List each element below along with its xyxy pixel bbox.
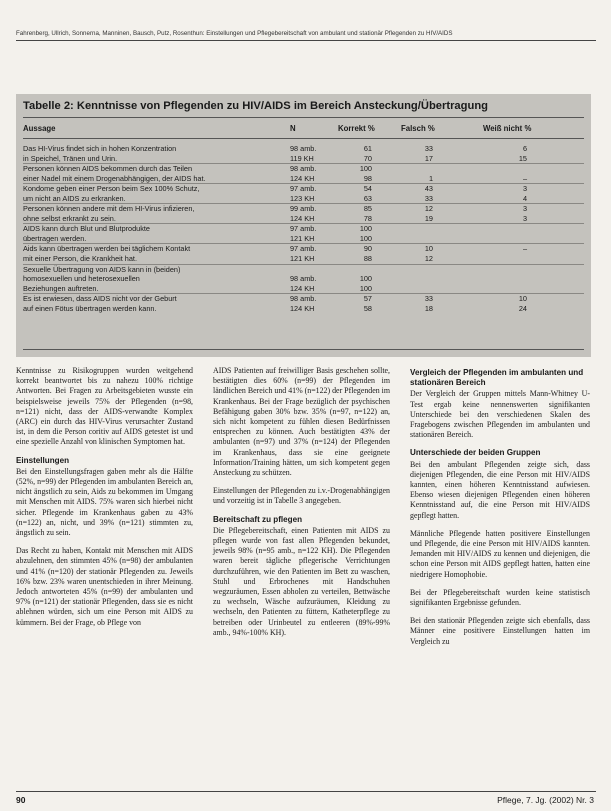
cell-n: 124 KH xyxy=(290,213,315,223)
table-header-rule xyxy=(23,138,584,139)
table-row xyxy=(23,234,584,244)
cell-dont-know: – xyxy=(522,244,527,254)
cell-statement: Personen können AIDS bekommen durch das Teilen xyxy=(23,164,193,174)
section-heading-unterschiede: Unterschiede der beiden Gruppen xyxy=(410,448,541,458)
cell-correct: 98 xyxy=(363,173,372,183)
cell-wrong: 33 xyxy=(424,144,433,153)
cell-dont-know: 10 xyxy=(518,294,527,304)
cell-correct: 78 xyxy=(363,213,372,223)
cell-correct: 100 xyxy=(359,233,372,243)
text-column-right xyxy=(410,366,590,655)
table-row xyxy=(23,163,584,174)
cell-n: 99 amb. xyxy=(290,204,317,214)
table-title: Tabelle 2: Kenntnisse von Pflegenden zu HIV/AIDS im Bereich Ansteckung/Übertragung xyxy=(23,100,488,112)
cell-n: 124 KH xyxy=(290,303,315,313)
cell-n: 121 KH xyxy=(290,254,315,264)
paragraph: Bei den ambulant Pflegenden zeigte sich, dass diejenigen Pflegenden, die eine Person mit HIV/AIDS kannten, einen höheren Kenntnisstand aufwiesen. Ebenso wiesen diejenigen Pflegenden einen höheren Kenntnisstand auf, die eine Person mit HIV/AIDS gepflegt hatten. xyxy=(410,459,590,520)
cell-wrong: 18 xyxy=(424,303,433,313)
text-column-left xyxy=(16,366,193,636)
cell-wrong: 12 xyxy=(424,204,433,214)
paragraph: Bei den Einstellungsfragen gaben mehr als die Hälfte (52%, n=99) der Pflegenden im ambulanten Bereich an, nicht ängstlich zu sein, Aids zu bekommen im Umgang mit Menschen mit AIDS. 75% waren sich hierbei nicht sicher. Pflegende im Krankenhaus gaben zu 43% (n=122) an, nicht, und 39% (n=121) stimmten zu, ängstlich zu sein. xyxy=(16,466,193,538)
cell-dont-know: 3 xyxy=(522,184,527,194)
cell-correct: 70 xyxy=(363,153,372,163)
page-number: 90 xyxy=(16,795,26,805)
cell-dont-know: 3 xyxy=(522,204,527,214)
cell-dont-know: 15 xyxy=(518,153,527,163)
table-row xyxy=(23,214,584,224)
table-2 xyxy=(16,94,591,357)
cell-statement: um nicht an AIDS zu erkranken. xyxy=(23,193,126,203)
header-n: N xyxy=(290,124,296,133)
cell-n: 121 KH xyxy=(290,233,315,243)
cell-correct: 63 xyxy=(363,193,372,203)
paragraph: Einstellungen der Pflegenden zu i.v.-Drogenabhängigen und vorzeitig ist in Tabelle 3 angegeben. xyxy=(213,486,390,506)
cell-statement: mit einer Person, die Krankheit hat. xyxy=(23,254,137,264)
table-row xyxy=(23,183,584,194)
section-heading-vergleich: Vergleich der Pflegenden im ambulanten und stationären Bereich xyxy=(410,368,584,388)
journal-citation: Pflege, 7. Jg. (2002) Nr. 3 xyxy=(497,795,594,805)
cell-statement: Es ist erwiesen, dass AIDS nicht vor der Geburt xyxy=(23,294,177,304)
cell-n: 97 amb. xyxy=(290,224,317,234)
cell-wrong: 19 xyxy=(424,213,433,223)
cell-dont-know: 6 xyxy=(522,144,527,153)
running-head: Fahrenberg, Ullrich, Sonnerna, Manninen, Bausch, Putz, Rosenthun: Einstellungen und Pflegebereitschaft von ambulant und stationär Pflegenden zu HIV/AIDS xyxy=(16,30,453,37)
cell-wrong: 10 xyxy=(424,244,433,254)
cell-n: 98 amb. xyxy=(290,274,317,284)
paragraph: Das Recht zu haben, Kontakt mit Menschen mit AIDS abzulehnen, den stimmten 45% (n=98) der ambulanten und 41% (n=120) der stationär Pflegenden zu. Jeweils 16% bzw. 23% waren unentschieden in ihrer Meinung. Jedoch antworteten 45% (n=99) der ambulanten und 97% (n=121) der stationär Pflegenden, dass sie es nicht ablehnen würden, sich um eine Person mit AIDS zu kümmern. Bei der Frage, ob Pflege von xyxy=(16,546,193,627)
cell-statement: übertragen werden. xyxy=(23,233,87,243)
cell-correct: 100 xyxy=(359,283,372,293)
table-row xyxy=(23,144,584,154)
table-row xyxy=(23,174,584,184)
cell-n: 119 KH xyxy=(290,153,314,163)
paragraph: Kenntnisse zu Risikogruppen wurden weitgehend korrekt beantwortet bis zu nahezu 100% richtige Antworten. Bei Fragen zu Arbeitsgebieten wusste ein beispielsweise jeweils 75% der Pflegenden (n=98, n=121) nicht, dass der AIDS-verwandte Komplex (ARC) ein durch das HIV-Virus verursachter Zustand ist, in dem die Person coritiv auf AIDS getestet ist und eine spezielle Anzahl von klinischen Symptomen hat. xyxy=(16,366,193,447)
cell-n: 97 amb. xyxy=(290,244,317,254)
table-row xyxy=(23,274,584,284)
cell-correct: 54 xyxy=(363,184,372,194)
cell-statement: in Speichel, Tränen und Urin. xyxy=(23,153,118,163)
cell-dont-know: – xyxy=(522,173,527,183)
cell-wrong: 33 xyxy=(424,193,433,203)
cell-wrong: 33 xyxy=(424,294,433,304)
cell-statement: Das HI-Virus findet sich in hohen Konzentration xyxy=(23,144,177,153)
table-row xyxy=(23,203,584,214)
cell-n: 124 KH xyxy=(290,173,315,183)
cell-n: 97 amb. xyxy=(290,184,317,194)
cell-statement: ohne selbst erkrankt zu sein. xyxy=(23,213,116,223)
table-row xyxy=(23,293,584,304)
cell-correct: 58 xyxy=(363,303,372,313)
cell-statement: Kondome geben einer Person beim Sex 100% Schutz, xyxy=(23,184,200,194)
table-row xyxy=(23,243,584,254)
footer-rule xyxy=(16,791,596,792)
cell-statement: Sexuelle Übertragung von AIDS kann in (beiden) xyxy=(23,264,181,274)
cell-correct: 85 xyxy=(363,204,372,214)
cell-n: 124 KH xyxy=(290,283,315,293)
table-row xyxy=(23,284,584,294)
table-bottom-rule xyxy=(23,349,584,350)
cell-wrong: 43 xyxy=(424,184,433,194)
header-aussage: Aussage xyxy=(23,124,56,133)
table-row xyxy=(23,194,584,204)
paragraph: Bei der Pflegebereitschaft wurden keine statistisch signifikanten Ergebnisse gefunden. xyxy=(410,587,590,608)
table-row xyxy=(23,304,584,314)
header-rule xyxy=(16,40,596,41)
section-heading-bereitschaft: Bereitschaft zu pflegen xyxy=(213,514,303,524)
table-row xyxy=(23,254,584,264)
cell-statement: Personen können andere mit dem HI-Virus infizieren, xyxy=(23,204,195,214)
cell-statement: AIDS kann durch Blut und Blutprodukte xyxy=(23,224,150,234)
cell-statement: Aids kann übertragen werden bei täglichem Kontakt xyxy=(23,244,191,254)
table-header-row xyxy=(23,124,584,136)
cell-statement: homosexuellen und heterosexuellen xyxy=(23,274,140,284)
cell-correct: 100 xyxy=(359,274,372,284)
cell-dont-know: 24 xyxy=(518,303,527,313)
paragraph: Bei den stationär Pflegenden zeigte sich ebenfalls, dass Männer eine positivere Einstellungen hatten im Vergleich zu xyxy=(410,616,590,646)
cell-wrong: 1 xyxy=(428,173,433,183)
cell-correct: 61 xyxy=(363,144,372,153)
table-title-rule xyxy=(23,117,584,118)
cell-correct: 90 xyxy=(363,244,372,254)
cell-n: 98 amb. xyxy=(290,164,317,174)
text-column-middle xyxy=(213,366,390,646)
header-weiss-nicht: Weiß nicht % xyxy=(483,124,532,133)
paragraph: Die Pflegebereitschaft, einen Patienten mit AIDS zu pflegen wurde von fast allen Pflegenden bekundet, jeweils 98% (n=95 amb., n=122 KH). Die Pflegenden waren bereit tägliche pflegerische Verrichtungen durchzuführen, wie den Patienten im Bett zu waschen, Stuhl und Erbrochenes mit Handschuhen wegzuräumen, Essen abholen zu verteilen, Bettwäsche zu wechseln, Wäsche aufzuräumen, Kleidung zu wechseln, den Patienten zu füttern, Katheterpflege zu betreiben oder Urinbeutel zu entleeren (89%-99% amb., 94%-100% KH). xyxy=(213,525,390,637)
cell-dont-know: 3 xyxy=(522,213,527,223)
cell-n: 98 amb. xyxy=(290,294,317,304)
table-body xyxy=(23,144,584,313)
paragraph: AIDS Patienten auf freiwilliger Basis geschehen sollte, bestätigten dies 60% (n=99) der Pflegenden im ländlichen Bereich und 41% (n=122) der Pflegenden im Krankenhaus. Bei der Frage bezüglich der psychischen Befähigung gaben 30% bzw. 35% (n=97, n=122) an, sich nicht kompetent zu fühlen diesen Bedürfnissen entsprechen zu können. Auch bestätigten 43% der ambulanten (n=97) und 37% (n=124) der Pflegenden im Krankenhaus, dass sie eine geeignete Information/Training hätten, um sich kompetent gegen Ansteckung zu schützen. xyxy=(213,366,390,478)
table-row xyxy=(23,223,584,234)
cell-correct: 100 xyxy=(359,164,372,174)
paragraph: Der Vergleich der Gruppen mittels Mann-Whitney U-Test ergab keine nennenswerten signifikanten Unterschiede bei den verschiedenen Skalen des Fragebogens zwischen Pflegenden im ambulanten und stationären Bereich. xyxy=(410,389,590,440)
table-row xyxy=(23,264,584,275)
cell-n: 98 amb. xyxy=(290,144,317,153)
cell-correct: 88 xyxy=(363,254,372,264)
header-korrekt: Korrekt % xyxy=(338,124,375,133)
cell-dont-know: 4 xyxy=(522,193,527,203)
section-heading-einstellungen: Einstellungen xyxy=(16,455,70,465)
cell-statement: Beziehungen auftreten. xyxy=(23,283,99,293)
cell-statement: einer Nadel mit einem Drogenabhängigen, der AIDS hat. xyxy=(23,173,206,183)
table-row xyxy=(23,154,584,164)
cell-statement: auf einen Fötus übertragen werden kann. xyxy=(23,303,157,313)
header-falsch: Falsch % xyxy=(401,124,435,133)
cell-correct: 100 xyxy=(359,224,372,234)
cell-wrong: 12 xyxy=(424,254,433,264)
cell-correct: 57 xyxy=(363,294,372,304)
cell-wrong: 17 xyxy=(424,153,433,163)
cell-n: 123 KH xyxy=(290,193,315,203)
paragraph: Männliche Pflegende hatten positivere Einstellungen und Pflegende, die eine Person mit HIV/AIDS kannten. Jemanden mit HIV/AIDS zu kennen und diejenigen, die schon eine Person mit AIDS gepflegt hatten, hatten eine niedrigere Homophobie. xyxy=(410,528,590,579)
